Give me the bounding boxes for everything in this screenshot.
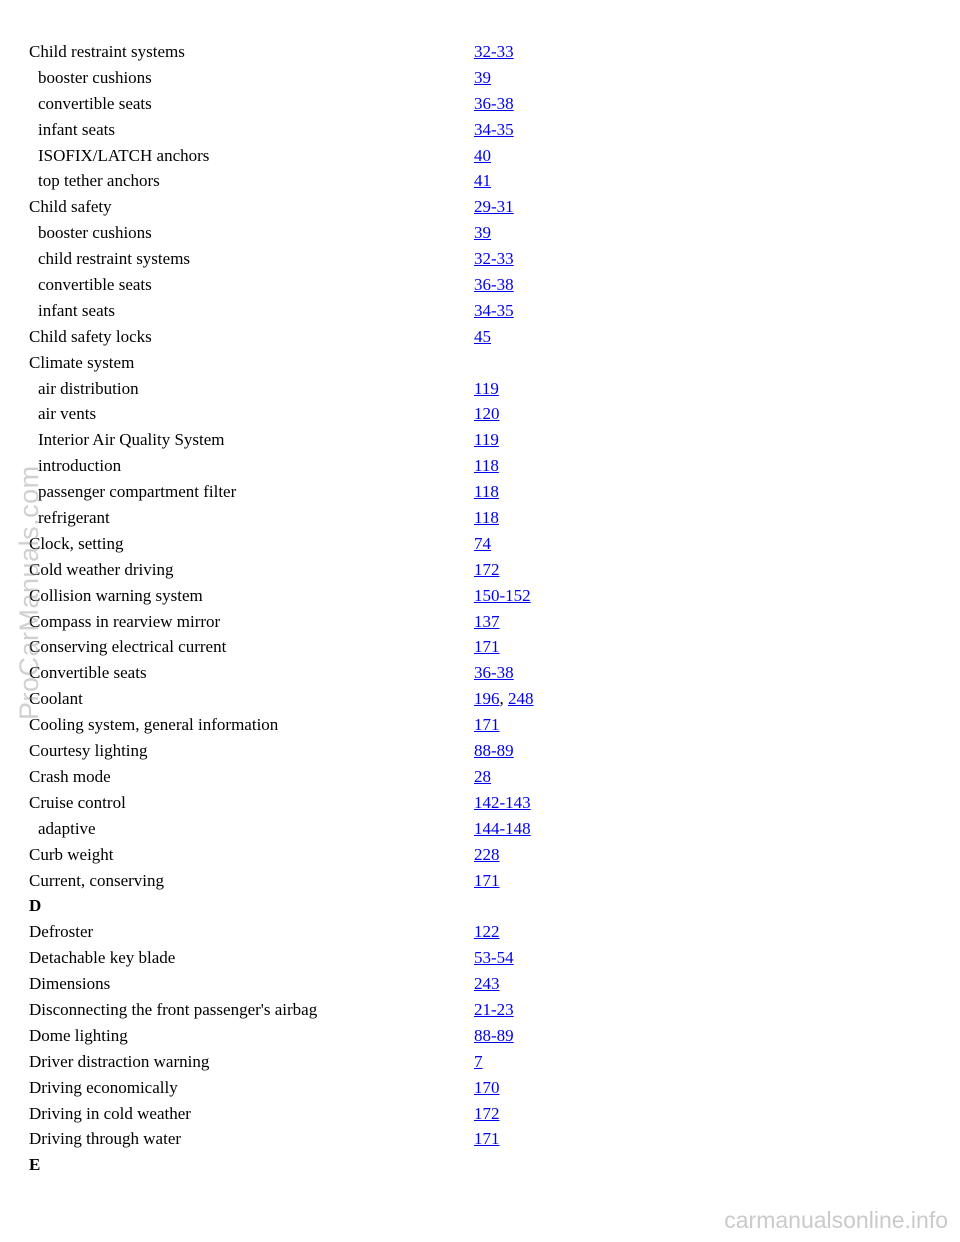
page-references	[474, 1049, 483, 1075]
page-link[interactable]: 172	[474, 559, 500, 579]
index-entry	[29, 1049, 929, 1075]
page-references	[474, 272, 514, 298]
page-link[interactable]: 142-143	[474, 792, 531, 812]
index-term: Crash mode	[29, 766, 111, 786]
index-subterm: adaptive	[38, 818, 96, 838]
index-entry	[29, 790, 929, 816]
page-references	[474, 220, 491, 246]
page-separator: ,	[499, 689, 508, 709]
index-subterm: infant seats	[38, 119, 115, 139]
page-link[interactable]: 228	[474, 844, 500, 864]
index-term: Cold weather driving	[29, 559, 174, 579]
page-references	[474, 764, 491, 790]
index-list	[29, 39, 929, 1178]
page-link[interactable]: 248	[508, 689, 534, 709]
index-entry	[29, 117, 929, 143]
index-entry	[29, 919, 929, 945]
page-link[interactable]: 118	[474, 456, 499, 476]
index-subterm: Interior Air Quality System	[38, 430, 225, 450]
index-subterm: passenger compartment filter	[38, 482, 237, 502]
index-term: Convertible seats	[29, 663, 147, 683]
page-references	[474, 401, 500, 427]
index-entry	[29, 376, 929, 402]
index-entry	[29, 1023, 929, 1049]
index-subterm: refrigerant	[38, 508, 110, 528]
page-references	[474, 1101, 500, 1127]
page-references	[474, 919, 500, 945]
page-references	[474, 868, 500, 894]
page-link[interactable]: 36-38	[474, 275, 514, 295]
page-references	[474, 427, 499, 453]
index-term: Coolant	[29, 689, 83, 709]
page-link[interactable]: 39	[474, 67, 491, 87]
index-entry	[29, 298, 929, 324]
page-references	[474, 997, 514, 1023]
page-references	[474, 634, 500, 660]
index-subterm: booster cushions	[38, 223, 152, 243]
index-entry	[29, 583, 929, 609]
page-link[interactable]: 28	[474, 766, 491, 786]
index-entry	[29, 220, 929, 246]
index-subterm: top tether anchors	[38, 171, 160, 191]
index-term: Climate system	[29, 352, 135, 372]
index-subterm: booster cushions	[38, 67, 152, 87]
index-subterm: ISOFIX/LATCH anchors	[38, 145, 210, 165]
page-references	[474, 660, 514, 686]
index-entry	[29, 816, 929, 842]
index-entry	[29, 168, 929, 194]
page-link[interactable]: 196	[474, 689, 500, 709]
page-references	[474, 479, 499, 505]
index-subterm: convertible seats	[38, 93, 152, 113]
page-references	[474, 246, 514, 272]
index-term: Driving in cold weather	[29, 1103, 191, 1123]
index-term: Courtesy lighting	[29, 741, 148, 761]
page-references	[474, 453, 499, 479]
page-link[interactable]: 29-31	[474, 197, 514, 217]
index-entry	[29, 531, 929, 557]
index-term: Compass in rearview mirror	[29, 611, 221, 631]
index-term: Defroster	[29, 922, 94, 942]
page-link[interactable]: 39	[474, 223, 491, 243]
page-link[interactable]: 53-54	[474, 948, 514, 968]
page-references	[474, 531, 491, 557]
index-term: Current, conserving	[29, 870, 165, 890]
index-term: Cruise control	[29, 792, 126, 812]
index-term: Clock, setting	[29, 533, 124, 553]
section-letter	[29, 1152, 929, 1178]
index-entry	[29, 324, 929, 350]
index-entry	[29, 427, 929, 453]
index-entry	[29, 143, 929, 169]
page-link[interactable]: 171	[474, 715, 500, 735]
page-references	[474, 583, 531, 609]
page-references	[474, 1126, 500, 1152]
section-letter-label: D	[29, 896, 42, 916]
index-entry	[29, 65, 929, 91]
page-link[interactable]: 119	[474, 430, 499, 450]
page-link[interactable]: 34-35	[474, 300, 514, 320]
page-link[interactable]: 32-33	[474, 249, 514, 269]
index-entry	[29, 842, 929, 868]
page-link[interactable]: 36-38	[474, 93, 514, 113]
page-link[interactable]: 171	[474, 1129, 500, 1149]
index-term: Collision warning system	[29, 585, 203, 605]
index-entry	[29, 246, 929, 272]
index-entry	[29, 1075, 929, 1101]
page-references	[474, 1023, 514, 1049]
page-link[interactable]: 137	[474, 611, 500, 631]
page-references	[474, 1075, 500, 1101]
index-term: Child restraint systems	[29, 42, 185, 61]
page-references	[474, 65, 491, 91]
section-letter-label: E	[29, 1155, 41, 1175]
page-link[interactable]: 88-89	[474, 1025, 514, 1045]
page-references	[474, 609, 500, 635]
index-entry	[29, 194, 929, 220]
index-entry	[29, 997, 929, 1023]
page-references	[474, 298, 514, 324]
page-link[interactable]: 120	[474, 404, 500, 424]
page-link[interactable]: 88-89	[474, 741, 514, 761]
page-link[interactable]: 171	[474, 870, 500, 890]
page-references	[474, 376, 499, 402]
index-term: Conserving electrical current	[29, 637, 227, 657]
page-references	[474, 945, 514, 971]
index-term: Driver distraction warning	[29, 1051, 210, 1071]
page-link[interactable]: 45	[474, 326, 491, 346]
index-entry	[29, 738, 929, 764]
page-references	[474, 816, 531, 842]
index-entry	[29, 91, 929, 117]
index-entry	[29, 453, 929, 479]
index-entry	[29, 505, 929, 531]
index-entry	[29, 557, 929, 583]
page-references	[474, 505, 499, 531]
page-link[interactable]: 21-23	[474, 999, 514, 1019]
page-references	[474, 712, 500, 738]
page-link[interactable]: 36-38	[474, 663, 514, 683]
index-subterm: air vents	[38, 404, 97, 424]
page-link[interactable]: 171	[474, 637, 500, 657]
index-term: Driving economically	[29, 1077, 178, 1097]
index-entry	[29, 1126, 929, 1152]
index-term: Driving through water	[29, 1129, 182, 1149]
page-link[interactable]: 118	[474, 508, 499, 528]
index-entry	[29, 945, 929, 971]
index-entry	[29, 686, 929, 712]
page-references	[474, 168, 491, 194]
index-term: Curb weight	[29, 844, 114, 864]
page-link[interactable]: 172	[474, 1103, 500, 1123]
page-link[interactable]: 144-148	[474, 818, 531, 838]
page-link[interactable]: 122	[474, 922, 500, 942]
page-references	[474, 557, 500, 583]
index-entry	[29, 712, 929, 738]
index-entry	[29, 1101, 929, 1127]
page-references	[474, 117, 514, 143]
index-subterm: convertible seats	[38, 275, 152, 295]
index-subterm: air distribution	[38, 378, 139, 398]
page-link[interactable]: 243	[474, 974, 500, 994]
page-link[interactable]: 7	[474, 1051, 483, 1071]
index-entry	[29, 401, 929, 427]
index-entry	[29, 350, 929, 376]
index-subterm: child restraint systems	[38, 249, 191, 269]
page-link[interactable]: 118	[474, 482, 499, 502]
page-references	[474, 194, 514, 220]
index-term: Child safety locks	[29, 326, 152, 346]
page-references	[474, 39, 514, 65]
page-references	[474, 971, 500, 997]
page-link[interactable]: 170	[474, 1077, 500, 1097]
index-entry	[29, 39, 929, 65]
index-term: Disconnecting the front passenger's airbag	[29, 999, 318, 1019]
index-term: Cooling system, general information	[29, 715, 279, 735]
page-link[interactable]: 40	[474, 145, 491, 165]
footer-watermark: carmanualsonline.info	[724, 1207, 948, 1233]
index-entry	[29, 868, 929, 894]
index-subterm: introduction	[38, 456, 122, 476]
index-term: Dimensions	[29, 974, 111, 994]
page-references	[474, 91, 514, 117]
index-entry	[29, 609, 929, 635]
page-link[interactable]: 150-152	[474, 585, 531, 605]
page-references	[474, 790, 531, 816]
index-subterm: infant seats	[38, 300, 115, 320]
section-letter	[29, 893, 929, 919]
page-link[interactable]: 34-35	[474, 119, 514, 139]
page-link[interactable]: 119	[474, 378, 499, 398]
page-references	[474, 686, 534, 712]
index-entry	[29, 971, 929, 997]
page-references	[474, 324, 491, 350]
index-term: Child safety	[29, 197, 112, 217]
index-entry	[29, 479, 929, 505]
page-link[interactable]: 41	[474, 171, 491, 191]
index-entry	[29, 272, 929, 298]
page-link[interactable]: 74	[474, 533, 491, 553]
side-watermark: ProCarManuals.com	[14, 465, 44, 720]
index-term: Detachable key blade	[29, 948, 176, 968]
page-link[interactable]: 32-33	[474, 42, 514, 61]
index-entry	[29, 764, 929, 790]
index-term: Dome lighting	[29, 1025, 128, 1045]
index-entry	[29, 660, 929, 686]
page-references	[474, 738, 514, 764]
page-references	[474, 143, 491, 169]
index-entry	[29, 634, 929, 660]
page-references	[474, 842, 500, 868]
